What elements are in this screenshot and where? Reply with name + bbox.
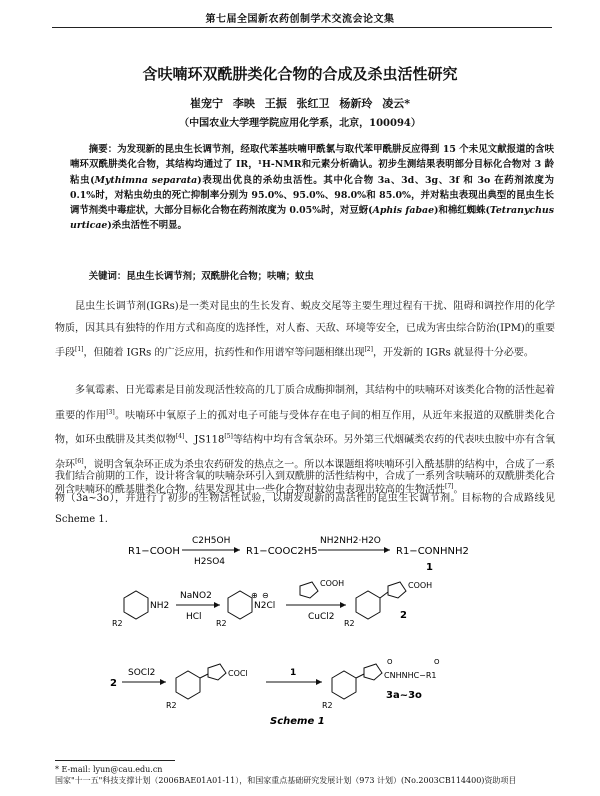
scheme-r1-ester: R1−COOC2H5 bbox=[246, 546, 318, 557]
ref-4: [4] bbox=[175, 433, 185, 441]
scheme-benzene-product2 bbox=[356, 591, 380, 619]
scheme-nh2: NH2 bbox=[150, 601, 170, 611]
running-head: 第七届全国新农药创制学术交流会论文集 bbox=[205, 14, 395, 25]
scheme-arrowhead-1 bbox=[234, 547, 240, 553]
p2-text-c: 、JS118 bbox=[184, 434, 225, 446]
scheme-cocl: COCl bbox=[228, 669, 248, 678]
scheme-benzene-diazonium bbox=[228, 591, 252, 619]
ref-5: [5] bbox=[224, 433, 233, 441]
abstract-text-5: )杀虫活性不明显。 bbox=[107, 220, 187, 232]
p1-text-c: ，开发新的 IGRs 就显得十分必要。 bbox=[372, 347, 534, 359]
body-paragraph-3: 我们结合前期的工作，设计将含氧的呋喃杂环引入到双酰肼的活性结构中，合成了一系列含呋喃环的双酰肼类化合物（3a~3o），并进行了初步的生物活性试验，以期发现新的高活性的昆虫生长调节剂。目标物的合成路线见 Scheme 1. bbox=[55, 471, 555, 525]
scheme-r2-diazonium: R2 bbox=[216, 619, 227, 628]
p2-text-a: 多氧霉素、日光霉素是目前发现活性较高的几丁质合成酶抑制剂，其结构中的呋喃环对该类化合物的活性起着重要的作用 bbox=[55, 385, 555, 421]
scheme-start-2: 2 bbox=[110, 678, 117, 689]
ref-1: [1] bbox=[75, 346, 84, 353]
scheme-arrowhead-3 bbox=[214, 602, 220, 608]
body-paragraph-1 bbox=[55, 296, 555, 364]
affiliation: （中国农业大学理学院应用化学系，北京，100094） bbox=[179, 118, 421, 129]
scheme-caption: Scheme 1 bbox=[270, 716, 325, 727]
scheme-arrowhead-5 bbox=[160, 679, 166, 685]
scheme-r1-cooh: R1−COOH bbox=[128, 546, 180, 557]
scheme-bond-final bbox=[356, 674, 364, 678]
ref-6: [6] bbox=[75, 458, 84, 466]
author-list: 崔宠宁 李映 王振 张红卫 杨新玲 凌云* bbox=[190, 97, 410, 110]
abstract-label: 摘要： bbox=[88, 144, 118, 155]
scheme-label-1: 1 bbox=[426, 562, 433, 573]
scheme-carbonyl-o-1: O bbox=[387, 658, 393, 666]
species-tetranychus: Tetranychus urticae bbox=[70, 205, 555, 232]
scheme-r2-product2: R2 bbox=[344, 619, 355, 628]
species-mythimna: Mythimna separata bbox=[94, 174, 198, 186]
p1-text-a: 昆虫生长调节剂(IGRs)是一类对昆虫的生长发育、蜕皮交尾等主要生理过程有干扰、阻碍和调控作用的化学物质，因其具有独特的作用方式和高度的选择性，对人畜、天敌、环境等安全，已成为害虫综合防治(IPM)的重要手段 bbox=[55, 301, 555, 359]
scheme-n2cl: N2Cl bbox=[254, 601, 276, 611]
keywords bbox=[70, 268, 554, 282]
scheme-arrowhead-2 bbox=[384, 547, 390, 553]
p1-text-b: ，但随着 IGRs 的广泛应用，抗药性和作用谱窄等问题相继出现 bbox=[83, 347, 365, 359]
scheme-minus-charge: ⊖ bbox=[262, 591, 269, 600]
abstract-nmr: ¹H-NMR bbox=[257, 159, 302, 171]
keywords-label: 关键词： bbox=[88, 271, 127, 282]
scheme-reagent-1-bottom: H2SO4 bbox=[194, 557, 226, 567]
scheme-benzene-acylchloride bbox=[176, 671, 200, 699]
paper-title: 含呋喃环双酰肼类化合物的合成及杀虫活性研究 bbox=[142, 65, 458, 83]
scheme-bond-product2 bbox=[380, 592, 388, 598]
scheme-r2-aniline: R2 bbox=[112, 619, 123, 628]
scheme-reagent-6-top: 1 bbox=[290, 668, 297, 678]
abstract-text-2: 和元素分析确认。初步生测结果表明部分目标化合物对 3 龄粘虫( bbox=[70, 159, 554, 186]
scheme-bond-acylchloride bbox=[200, 674, 208, 678]
scheme-arrowhead-4 bbox=[340, 602, 346, 608]
abstract bbox=[70, 142, 554, 234]
scheme-reagent-5-top: SOCl2 bbox=[128, 668, 156, 678]
footnote-rule bbox=[55, 760, 175, 761]
scheme-cooh-product: COOH bbox=[408, 581, 433, 590]
scheme-r2-final: R2 bbox=[322, 701, 333, 710]
ref-7: [7] bbox=[445, 482, 454, 490]
scheme-reagent-3-top: NaNO2 bbox=[180, 591, 212, 601]
scheme-furan-product2 bbox=[388, 582, 406, 598]
scheme-benzene-final bbox=[332, 671, 356, 699]
scheme-plus-charge: ⊕ bbox=[251, 591, 258, 600]
scheme-label-2: 2 bbox=[400, 610, 407, 621]
footnote bbox=[55, 764, 555, 786]
scheme-furan-acylchloride bbox=[208, 664, 226, 680]
p2-text-d: 等结构中均有含氧杂环。另外第三代烟碱类农药的代表呋虫胺中亦有含氧杂环 bbox=[55, 434, 556, 471]
header-rule bbox=[52, 27, 552, 28]
scheme-cooh-reagent: COOH bbox=[320, 579, 345, 588]
scheme-r2-acylchloride: R2 bbox=[166, 701, 177, 710]
scheme-reagent-4-bottom: CuCl2 bbox=[308, 612, 335, 622]
p2-text-e: ，说明含氧杂环正成为杀虫农药研发的热点之一。所以本课题组将呋喃环引入酰基肼的结构中，合成了一系列含呋喃环的酰基肼类化合物，结果发现其中一些化合物对蚊幼虫表现出较高的生物活性 bbox=[55, 459, 556, 496]
abstract-text-4: )和棉红蜘蛛( bbox=[434, 205, 490, 217]
p2-text-f: 。 bbox=[453, 484, 464, 496]
p2-text-b: 。呋喃环中氧原子上的孤对电子可能与受体存在电子间的相互作用，从近年来报道的双酰肼类化合物，如环虫酰肼及其类似物 bbox=[55, 409, 556, 446]
footnote-funding: 国家"十一五"科技支撑计划（2006BAE01A01-11），和国家重点基础研究发展计划（973 计划）(No.2003CB114400)资助项目 bbox=[55, 776, 517, 785]
ref-3: [3] bbox=[106, 408, 115, 416]
ref-2: [2] bbox=[364, 346, 373, 353]
scheme-carbonyl-o-2: O bbox=[434, 658, 440, 666]
scheme-reagent-2-top: NH2NH2·H2O bbox=[320, 536, 381, 546]
scheme-r1-hydrazide: R1−CONHNH2 bbox=[396, 546, 469, 557]
scheme-reagent-3-bottom: HCl bbox=[186, 612, 202, 622]
scheme-furan-final bbox=[364, 664, 382, 680]
scheme-benzene-aniline bbox=[124, 591, 148, 619]
scheme-product-label: 3a~3o bbox=[386, 690, 422, 701]
abstract-text-3: )表现出优良的杀幼虫活性。其中化合物 3a、3d、3g、3f 和 3o 在药剂浓度为 0.1%时，对粘虫幼虫的死亡抑制率分别为 95.0%、95.0%、98.0%和 85.0%，并对粘虫表现出典型的昆虫生长调节剂类中毒症状，大部分目标化合物在药剂浓度为 0.05%时，对豆蚜( bbox=[70, 174, 554, 217]
keywords-text: 昆虫生长调节剂；双酰肼化合物；呋喃；蚊虫 bbox=[126, 271, 314, 282]
scheme-reagent-1-top: C2H5OH bbox=[192, 536, 231, 546]
scheme-1-figure bbox=[100, 528, 540, 763]
species-aphis: Aphis fabae bbox=[372, 205, 435, 217]
footnote-email: * E-mail: lyun@cau.edu.cn bbox=[55, 765, 163, 774]
scheme-product-chain: CNHNHC−R1 bbox=[384, 671, 437, 680]
abstract-text-1: 为发现新的昆虫生长调节剂，经取代苯基呋喃甲酰氯与取代苯甲酰肼反应得到 15 个未见文献报道的含呋喃环双酰肼类化合物，其结构均通过了 IR， bbox=[70, 144, 554, 171]
scheme-furan-reagent bbox=[300, 582, 318, 598]
scheme-arrowhead-6 bbox=[316, 679, 322, 685]
